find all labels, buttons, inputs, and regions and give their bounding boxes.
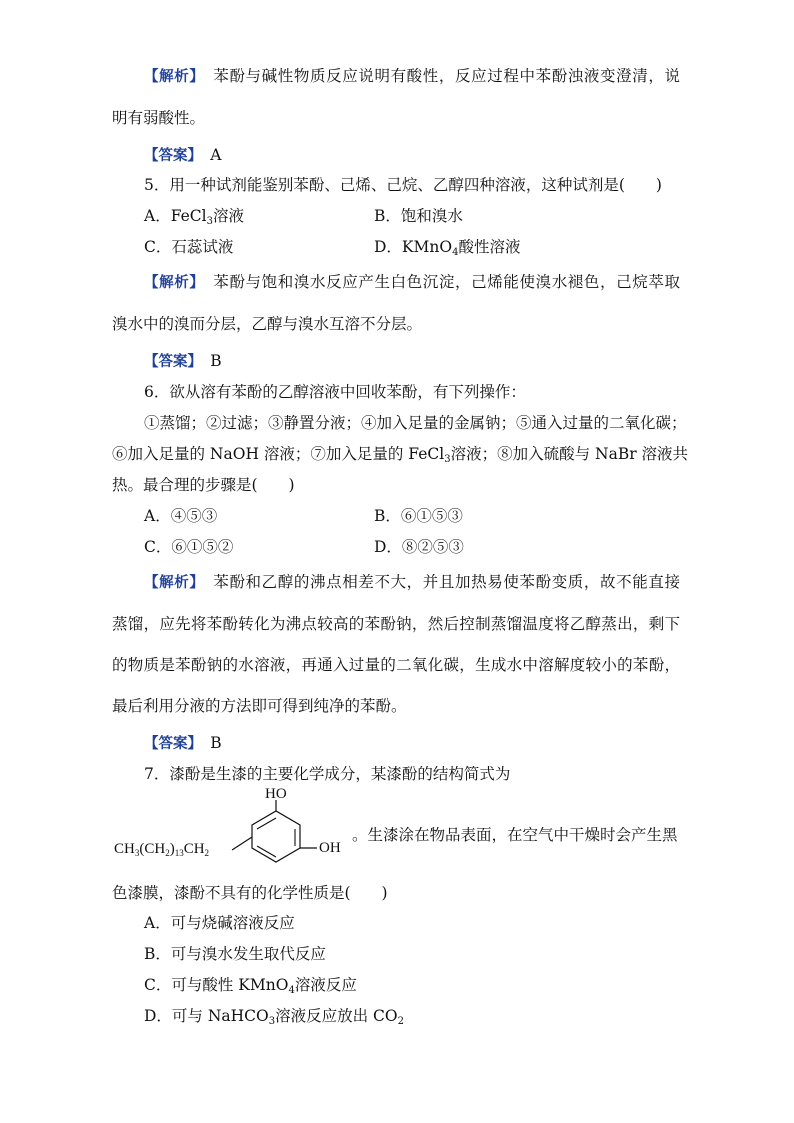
- analysis-line: 溴水中的溴而分层，乙醇与溴水互溶不分层。: [112, 315, 423, 333]
- analysis-text: 苯酚与饱和溴水反应产生白色沉淀，己烯能使溴水褪色，己烷萃取: [213, 273, 680, 291]
- analysis-line: 蒸馏，应先将苯酚转化为沸点较高的苯酚钠，然后控制蒸馏温度将乙醇蒸出，剩下: [112, 615, 680, 633]
- answer-tag: 【答案】: [144, 354, 195, 370]
- side-chain-label: $CH_3(CH_2)_{13}CH_2$: [114, 841, 210, 858]
- question-7-stem-line2: 色漆膜，漆酚不具有的化学性质是( ): [112, 884, 388, 902]
- option-a[interactable]: A．FeCl$_3$溶液: [144, 207, 244, 227]
- answer-value: B: [210, 734, 222, 752]
- analysis-line: 的物质是苯酚钠的水溶液，再通入过量的二氧化碳，生成水中溶解度较小的苯酚，: [112, 656, 680, 674]
- question-7-stem: 7．漆酚是生漆的主要化学成分，某漆酚的结构简式为: [144, 765, 511, 783]
- question-5-options-row2: [144, 237, 704, 257]
- question-5-stem: 5．用一种试剂能鉴别苯酚、己烯、己烷、乙醇四种溶液，这种试剂是( ): [144, 176, 662, 194]
- analysis-tag: 【解析】: [144, 575, 198, 591]
- option-b[interactable]: B．⑥①⑤③: [374, 507, 463, 525]
- option-b[interactable]: B．可与溴水发生取代反应: [144, 945, 326, 963]
- question-6-ops: ①蒸馏；②过滤；③静置分液；④加入足量的金属钠；⑤通入过量的二氧化碳；: [144, 414, 687, 432]
- answer-line: [144, 351, 222, 372]
- option-b[interactable]: B．饱和溴水: [374, 207, 463, 225]
- question-6-ops: 热。最合理的步骤是( ): [112, 476, 295, 494]
- answer-line: [144, 733, 222, 754]
- answer-value: A: [210, 146, 222, 164]
- question-6-options-row2: [144, 537, 704, 557]
- urushiol-structure-diagram: [112, 786, 352, 866]
- answer-value: B: [210, 352, 222, 370]
- answer-tag: 【答案】: [144, 148, 195, 164]
- question-5-options-row1: [144, 206, 704, 232]
- question-7-stem-cont: 。生漆涂在物品表面，在空气中干燥时会产生黑: [352, 826, 678, 844]
- question-6-ops: ⑥加入足量的 NaOH 溶液；⑦加入足量的 FeCl$_3$溶液；⑧加入硫酸与 NaBr 溶液共: [112, 445, 689, 465]
- analysis-line: 最后利用分液的方法即可得到纯净的苯酚。: [112, 697, 407, 715]
- analysis-text: 苯酚和乙醇的沸点相差不大，并且加热易使苯酚变质，故不能直接: [213, 573, 680, 591]
- option-c[interactable]: C．可与酸性 KMnO$_4$溶液反应: [144, 976, 357, 996]
- option-d[interactable]: D．可与 NaHCO$_3$溶液反应放出 $CO_2$: [144, 1007, 404, 1027]
- analysis-tag: 【解析】: [144, 69, 198, 85]
- option-d[interactable]: D．⑧②⑤③: [374, 538, 464, 556]
- analysis-tag: 【解析】: [144, 275, 198, 291]
- analysis-line: [144, 572, 680, 593]
- answer-tag: 【答案】: [144, 736, 195, 752]
- hydroxyl-top-label: HO: [265, 786, 287, 802]
- answer-line: [144, 145, 221, 166]
- analysis-line: [144, 272, 680, 293]
- option-c[interactable]: C．⑥①⑤②: [144, 538, 234, 556]
- analysis-line: [144, 66, 680, 87]
- option-a[interactable]: A．④⑤③: [144, 507, 218, 525]
- analysis-text: 苯酚与碱性物质反应说明有酸性，反应过程中苯酚浊液变澄清，说: [213, 67, 680, 85]
- option-c[interactable]: C．石蕊试液: [144, 238, 234, 256]
- question-6-stem: 6．欲从溶有苯酚的乙醇溶液中回收苯酚，有下列操作：: [144, 383, 526, 401]
- analysis-line: 明有弱酸性。: [112, 109, 206, 127]
- question-6-options-row1: [144, 506, 704, 526]
- option-a[interactable]: A．可与烧碱溶液反应: [144, 914, 295, 932]
- hydroxyl-right-label: OH: [319, 840, 341, 856]
- option-d[interactable]: D．KMnO$_4$酸性溶液: [374, 238, 521, 258]
